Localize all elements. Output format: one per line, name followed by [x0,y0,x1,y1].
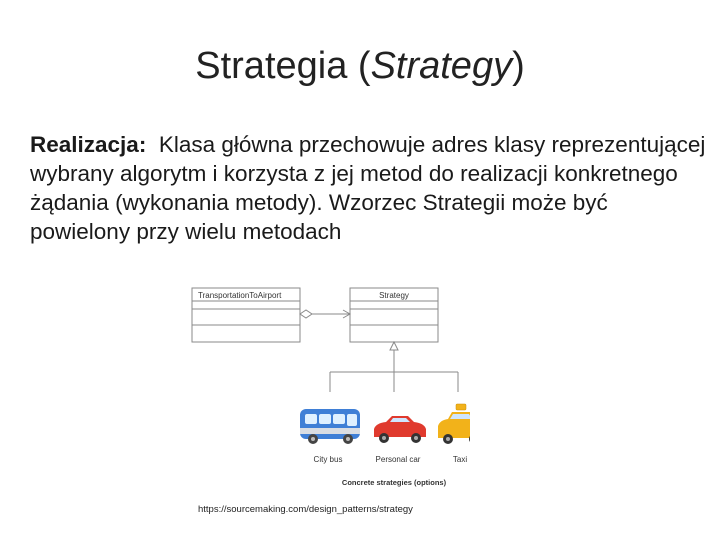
car-icon [374,416,426,443]
title-close: ) [512,45,525,87]
uml-diagram [180,282,470,497]
context-class-name: TransportationToAirport [198,291,282,300]
inheritance-connector [330,342,458,392]
bus-icon [300,409,360,444]
body-text: Klasa główna przechowuje adres klasy reprezentującej wybrany algorytm i korzysta z jej metod do realizacji konkretnego żądania (wykonania metody). Wzorzec Strategii może być powielony przy wielu metodach [30,132,706,244]
title-italic: Strategy [370,45,513,87]
strategy-label-bus: City bus [313,455,343,464]
concrete-strategies-caption: Concrete strategies (options) [341,478,447,487]
body-lead: Realizacja: [30,132,147,157]
slide-title [0,42,720,90]
aggregation-connector [300,310,350,318]
source-link[interactable]: https://sourcemaking.com/design_patterns/strategy [198,504,413,515]
slide-body [30,130,710,246]
strategy-label-car: Personal car [375,455,421,464]
strategy-class-name: Strategy [379,291,409,300]
context-class-box [192,288,300,342]
strategy-class-box [350,288,438,342]
title-main: Strategia ( [195,45,371,87]
taxi-icon [438,404,470,444]
strategy-label-taxi: Taxi [452,455,468,464]
